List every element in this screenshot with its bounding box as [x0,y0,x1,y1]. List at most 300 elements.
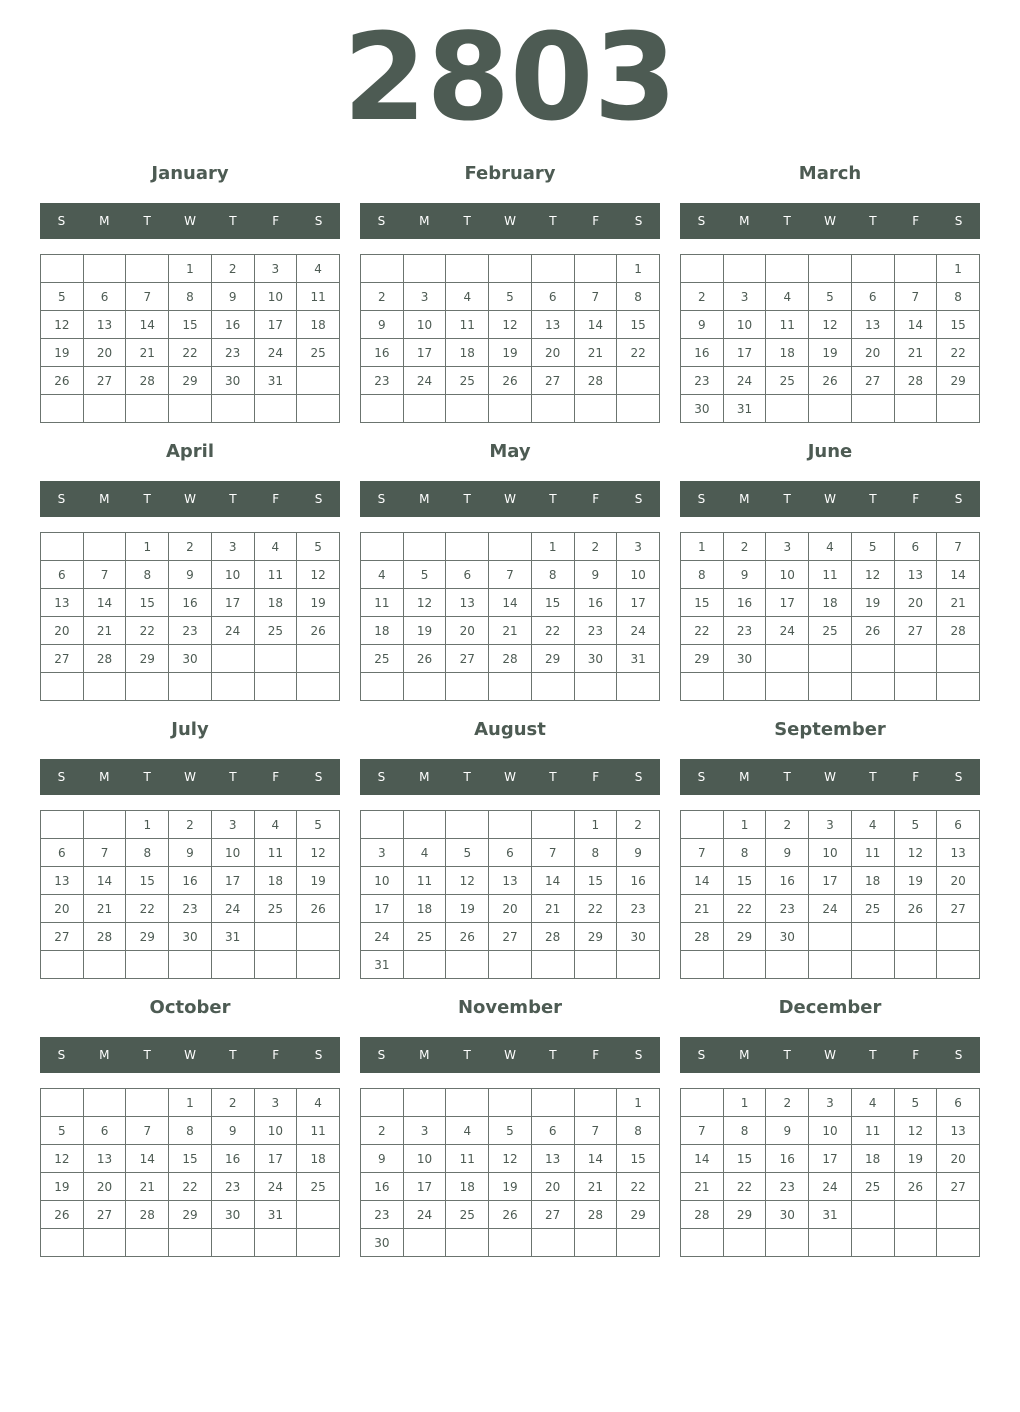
day-cell [83,1229,126,1257]
day-cell: 19 [446,895,489,923]
day-cell: 30 [617,923,660,951]
day-cell: 31 [361,951,404,979]
weekday-label: S [697,492,706,506]
day-cell [937,395,980,423]
week-row [41,533,340,561]
day-cell [766,645,809,673]
day-cell [126,951,169,979]
day-cell: 25 [297,339,340,367]
day-cell: 23 [169,617,212,645]
day-cell: 14 [894,311,937,339]
day-cell [297,1229,340,1257]
day-cell: 17 [723,339,766,367]
day-cell: 29 [937,367,980,395]
day-cell: 23 [723,617,766,645]
weekday-label: S [634,492,643,506]
day-cell: 28 [83,923,126,951]
day-cell: 15 [531,589,574,617]
day-cell: 14 [531,867,574,895]
day-cell: 11 [254,561,297,589]
day-cell: 29 [723,923,766,951]
weekday-label: W [504,214,516,228]
day-cell: 13 [41,589,84,617]
day-cell: 12 [403,589,446,617]
day-cell: 30 [169,645,212,673]
week-row [41,1117,340,1145]
day-cell: 6 [41,839,84,867]
day-cell: 7 [894,283,937,311]
day-cell [851,951,894,979]
day-cell: 26 [403,645,446,673]
day-cell: 27 [937,895,980,923]
day-cell [41,533,84,561]
day-cell: 19 [809,339,852,367]
day-cell [531,1229,574,1257]
week-row [361,311,660,339]
weekday-label: S [954,492,963,506]
day-cell: 28 [681,1201,724,1229]
day-cell: 16 [617,867,660,895]
weekday-label: F [272,492,280,506]
day-cell [894,645,937,673]
day-cell: 10 [254,1117,297,1145]
day-cell: 20 [83,339,126,367]
day-cell [297,923,340,951]
day-cell: 15 [126,589,169,617]
day-cell [574,673,617,701]
weekday-label: T [463,770,471,784]
weekday-label: M [419,492,430,506]
weekday-label: T [463,1048,471,1062]
day-cell: 29 [169,367,212,395]
day-cell: 31 [254,1201,297,1229]
day-cell: 24 [403,367,446,395]
day-cell: 9 [211,1117,254,1145]
day-cell: 28 [489,645,532,673]
day-cell [297,645,340,673]
week-row [681,1173,980,1201]
day-cell [361,395,404,423]
weekday-header [360,203,660,239]
day-cell: 27 [531,1201,574,1229]
day-cell [361,1089,404,1117]
weekday-label: F [592,1048,600,1062]
week-row [41,617,340,645]
day-cell: 7 [681,1117,724,1145]
day-cell: 8 [723,839,766,867]
week-row [681,1145,980,1173]
day-cell: 24 [809,1173,852,1201]
day-cell: 1 [126,533,169,561]
day-cell [851,673,894,701]
weekday-header [40,1037,340,1073]
weekday-label: T [143,214,151,228]
day-cell: 25 [851,895,894,923]
day-cell [254,951,297,979]
day-cell [361,673,404,701]
day-cell: 21 [126,1173,169,1201]
week-row [361,395,660,423]
day-cell: 5 [446,839,489,867]
day-cell [851,255,894,283]
day-cell: 14 [574,311,617,339]
day-cell [809,255,852,283]
weekday-header [360,759,660,795]
month-name: August [474,719,546,740]
day-cell: 12 [41,1145,84,1173]
day-cell [617,673,660,701]
week-row [361,1117,660,1145]
day-cell: 14 [681,867,724,895]
day-cell: 25 [809,617,852,645]
week-row [681,839,980,867]
day-cell: 25 [446,1201,489,1229]
day-cell: 3 [403,1117,446,1145]
day-cell [297,951,340,979]
day-cell: 4 [403,839,446,867]
day-cell: 16 [361,339,404,367]
day-cell: 12 [297,839,340,867]
day-cell: 15 [169,1145,212,1173]
day-cell: 1 [937,255,980,283]
day-cell [851,923,894,951]
week-row [681,339,980,367]
day-cell: 30 [211,367,254,395]
day-cell: 13 [894,561,937,589]
weekday-label: W [504,1048,516,1062]
day-cell: 2 [169,533,212,561]
day-cell: 27 [83,367,126,395]
day-cell: 17 [766,589,809,617]
day-cell [403,673,446,701]
day-cell: 6 [489,839,532,867]
day-cell: 28 [126,367,169,395]
day-cell [403,1229,446,1257]
day-cell: 9 [574,561,617,589]
weekday-label: S [634,214,643,228]
day-cell: 15 [617,311,660,339]
day-cell: 15 [574,867,617,895]
day-cell: 3 [361,839,404,867]
weekday-label: W [504,770,516,784]
day-cell [41,395,84,423]
day-cell: 30 [681,395,724,423]
day-cell [937,673,980,701]
day-cell: 3 [809,811,852,839]
day-cell: 4 [446,283,489,311]
weekday-label: T [869,492,877,506]
weekday-label: F [912,214,920,228]
day-cell [937,645,980,673]
day-cell: 20 [83,1173,126,1201]
day-cell: 10 [617,561,660,589]
day-cell: 13 [41,867,84,895]
day-cell: 21 [531,895,574,923]
day-cell: 9 [681,311,724,339]
day-cell: 29 [681,645,724,673]
day-cell: 6 [894,533,937,561]
day-cell: 3 [254,255,297,283]
month-name: September [774,719,886,740]
day-cell [83,951,126,979]
day-cell: 26 [41,367,84,395]
day-cell: 3 [211,533,254,561]
day-cell: 6 [937,811,980,839]
weekday-label: S [954,770,963,784]
day-cell: 10 [403,1145,446,1173]
day-cell: 8 [126,839,169,867]
day-cell: 19 [851,589,894,617]
day-cell: 12 [489,1145,532,1173]
day-cell: 10 [211,839,254,867]
day-cell: 1 [169,255,212,283]
day-cell [937,923,980,951]
day-cell [41,255,84,283]
day-cell: 27 [83,1201,126,1229]
day-cell [851,395,894,423]
day-cell: 6 [83,283,126,311]
day-cell: 17 [403,1173,446,1201]
month-name: July [171,719,209,740]
week-row [361,1145,660,1173]
day-cell: 11 [851,1117,894,1145]
day-cell [809,951,852,979]
day-cell: 5 [809,283,852,311]
day-cell [531,395,574,423]
day-cell: 24 [403,1201,446,1229]
weekday-label: T [869,214,877,228]
day-cell: 13 [489,867,532,895]
day-cell: 22 [169,1173,212,1201]
day-cell: 21 [574,339,617,367]
day-cell [403,255,446,283]
month-name: March [798,163,862,184]
day-cell [361,811,404,839]
day-cell: 26 [297,617,340,645]
day-cell: 31 [254,367,297,395]
day-grid [40,1088,340,1257]
day-cell [531,811,574,839]
day-cell [297,395,340,423]
day-cell [41,951,84,979]
day-cell: 4 [361,561,404,589]
weekday-label: T [783,1048,791,1062]
weekday-label: T [229,1048,237,1062]
weekday-label: M [99,492,110,506]
day-cell: 18 [851,1145,894,1173]
weekday-label: W [184,214,196,228]
day-cell: 19 [489,339,532,367]
week-row [681,1117,980,1145]
week-row [681,1201,980,1229]
day-cell: 30 [574,645,617,673]
month-name: December [778,997,882,1018]
day-cell: 30 [361,1229,404,1257]
day-cell: 28 [894,367,937,395]
day-cell [446,1089,489,1117]
day-grid [360,810,660,979]
day-cell [894,923,937,951]
weekday-label: S [377,1048,386,1062]
day-cell: 27 [851,367,894,395]
day-cell [41,811,84,839]
week-row [681,923,980,951]
week-row [361,1173,660,1201]
weekday-label: M [99,770,110,784]
day-cell: 13 [83,1145,126,1173]
week-row [681,1229,980,1257]
weekday-label: W [504,492,516,506]
day-cell: 7 [83,561,126,589]
day-cell: 19 [894,1145,937,1173]
day-cell: 10 [766,561,809,589]
week-row [681,645,980,673]
day-cell: 2 [681,283,724,311]
day-cell [894,951,937,979]
day-cell [446,673,489,701]
day-cell: 13 [531,311,574,339]
day-cell: 29 [126,645,169,673]
day-cell [211,645,254,673]
weekday-label: F [912,492,920,506]
day-cell: 16 [574,589,617,617]
day-cell [446,395,489,423]
day-cell [937,1229,980,1257]
week-row [361,951,660,979]
day-cell [681,1229,724,1257]
day-cell: 14 [489,589,532,617]
day-cell: 12 [489,311,532,339]
day-cell: 4 [851,1089,894,1117]
day-cell: 31 [617,645,660,673]
day-cell [531,951,574,979]
weekday-label: S [954,1048,963,1062]
day-cell: 5 [489,1117,532,1145]
day-cell: 5 [297,811,340,839]
day-cell [531,1089,574,1117]
week-row [681,283,980,311]
day-cell [809,923,852,951]
day-grid [40,532,340,701]
day-cell [851,645,894,673]
day-cell [937,1201,980,1229]
weekday-label: S [314,770,323,784]
day-cell: 18 [446,339,489,367]
day-grid [680,1088,980,1257]
weekday-label: S [697,1048,706,1062]
day-cell: 7 [83,839,126,867]
day-cell: 17 [254,1145,297,1173]
day-cell [211,1229,254,1257]
week-row [361,839,660,867]
day-cell [574,1089,617,1117]
day-cell [41,1229,84,1257]
day-cell [126,255,169,283]
day-cell: 10 [809,1117,852,1145]
day-cell: 13 [83,311,126,339]
weekday-label: T [783,770,791,784]
week-row [41,923,340,951]
weekday-header [680,481,980,517]
day-cell: 22 [681,617,724,645]
weekday-label: M [99,1048,110,1062]
weekday-header [360,1037,660,1073]
day-cell: 21 [894,339,937,367]
day-cell: 20 [41,895,84,923]
day-cell: 14 [937,561,980,589]
day-cell: 23 [574,617,617,645]
day-cell [403,811,446,839]
day-cell [766,1229,809,1257]
week-row [361,339,660,367]
weekday-label: T [869,1048,877,1062]
day-cell: 22 [574,895,617,923]
weekday-label: S [697,214,706,228]
day-cell: 9 [211,283,254,311]
day-cell: 14 [83,589,126,617]
day-cell [254,645,297,673]
day-cell: 12 [894,839,937,867]
day-cell: 12 [446,867,489,895]
month-name: October [149,997,231,1018]
day-cell: 30 [211,1201,254,1229]
weekday-label: W [824,770,836,784]
day-cell: 9 [169,839,212,867]
day-cell [681,811,724,839]
weekday-label: T [229,492,237,506]
day-cell [723,673,766,701]
day-cell: 23 [169,895,212,923]
day-cell [617,367,660,395]
day-cell [297,1201,340,1229]
weekday-label: T [549,1048,557,1062]
week-row [361,923,660,951]
day-cell: 18 [297,311,340,339]
weekday-label: M [739,214,750,228]
weekday-header [360,481,660,517]
day-cell [894,255,937,283]
week-row [681,951,980,979]
day-cell: 16 [681,339,724,367]
week-row [41,589,340,617]
week-row [41,839,340,867]
day-cell [211,951,254,979]
day-cell: 25 [446,367,489,395]
day-cell: 25 [254,895,297,923]
day-cell [83,395,126,423]
day-cell: 6 [937,1089,980,1117]
day-cell: 31 [211,923,254,951]
day-cell [254,673,297,701]
year-title: 2803 [343,9,677,148]
weekday-label: S [954,214,963,228]
week-row [41,1145,340,1173]
day-cell: 30 [766,923,809,951]
week-row [41,311,340,339]
day-cell: 9 [617,839,660,867]
day-cell: 1 [681,533,724,561]
week-row [361,533,660,561]
day-cell: 21 [83,617,126,645]
day-cell: 29 [531,645,574,673]
day-cell: 2 [574,533,617,561]
day-cell: 25 [766,367,809,395]
day-cell [297,367,340,395]
day-cell [169,673,212,701]
week-row [41,673,340,701]
day-cell: 29 [169,1201,212,1229]
weekday-label: T [143,770,151,784]
